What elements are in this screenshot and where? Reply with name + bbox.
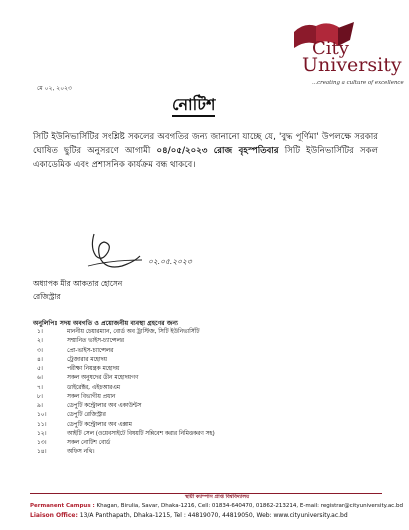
footer-campus-mark: স্থায়ী ক্যাম্পাস প্রাপ্ত বিশ্ববিদ্যালয় (185, 494, 250, 500)
notice-body (33, 130, 378, 172)
copy-to-item-text: ডাইরেক্টর, এইচআরএম (67, 384, 120, 391)
notice-line-1: সিটি ইউনিভার্সিটির সংশ্লিষ্ট সকলের অবগতির জন্য জানানো যাচ্ছে যে, (33, 132, 276, 142)
notice-title: নোটিশ (172, 96, 215, 117)
copy-to-item-text: সম্মানিত ভাইস-চ্যান্সেলর (67, 338, 124, 345)
copy-to-item-text: ডেপুটি কন্ট্রোলার অব এক্সাম (67, 421, 132, 428)
copy-to-item-text: সকল নোটিশ বোর্ড (67, 440, 111, 446)
copy-to-item-number: ১৩। (37, 440, 47, 446)
signature-date: ০২.০৫.২০২৩ (148, 257, 192, 266)
notice-date: মে ০২, ২০২৩ (37, 85, 72, 92)
footer-liaison-office (30, 512, 348, 519)
copy-to-item (37, 337, 215, 346)
copy-to-item-number: ১৪। (37, 449, 47, 456)
copy-to-item-number: ৯। (37, 403, 43, 409)
copy-to-item (37, 411, 215, 420)
notice-line-3: সিটি ইউনিভার্সিটির সকল একাডেমিক (33, 146, 379, 170)
copy-to-item-text: ট্রেজারার মহোদয় (67, 356, 107, 363)
copy-to-item (37, 374, 215, 383)
signature-stroke (82, 226, 202, 276)
copy-to-item-number: ১। (37, 329, 43, 335)
copy-to-item-text: অফিস নথি। (67, 449, 95, 456)
copy-to-item-text: প্রো-ভাইস-চ্যান্সেলর (67, 347, 114, 354)
copy-to-item (37, 365, 215, 374)
liaison-office-text: 13/A Panthapath, Dhaka-1215, Tel : 44819070, 44819050, Web: www.cityuniversity.ac.bd (77, 512, 348, 519)
copy-to-item-text: মাননীয় চেয়ারম্যান, বোর্ড অব ট্রাস্টিজ, সিটি ইউনিভার্সিটি (67, 329, 200, 335)
notice-date-highlight: ০৪/০৫/২০২৩ রোজ বৃহস্পতিবার (156, 146, 279, 156)
copy-to-item-number: ১১। (37, 421, 47, 428)
copy-to-item (37, 356, 215, 365)
copy-to-item (37, 328, 215, 337)
copy-to-item (37, 430, 215, 439)
copy-to-item-text: ডেপুটি কন্ট্রোলার অব একাউন্টস (67, 403, 142, 409)
logo-university-text: University (302, 54, 402, 76)
copy-to-item-text: সকল অনুষদের ডীন মহোদয়গণ (67, 375, 139, 382)
copy-to-item-text: ডেপুটি রেজিস্ট্রার (67, 412, 106, 419)
copy-to-item (37, 421, 215, 430)
notice-line-2: 'বুদ্ধ পূর্ণিমা' উপলক্ষে সরকার ঘোষিত ছুটির অনুসরণে আগামী (33, 132, 379, 156)
copy-to-item (37, 439, 215, 448)
signatory-name: অধ্যাপক মীর আকতার হোসেন (33, 279, 123, 288)
copy-to-item-text: পরীক্ষা নিয়ন্ত্রক মহোদয় (67, 366, 120, 372)
permanent-campus-label: Permanent Campus : (30, 503, 95, 509)
copy-to-item-number: ৩। (37, 347, 43, 354)
copy-to-item (37, 347, 215, 356)
copy-to-item-number: ৮। (37, 393, 43, 400)
logo-tagline: ...creating a culture of excellence (312, 80, 404, 86)
copy-to-item-number: ৪। (37, 356, 43, 363)
copy-to-item-number: ১২। (37, 430, 47, 437)
city-university-logo (268, 18, 404, 86)
copy-to-item-text: সকল বিভাগীয় প্রধান (67, 393, 116, 400)
copy-to-item (37, 448, 215, 457)
copy-to-item-number: ৬। (37, 375, 43, 382)
signature (82, 226, 202, 276)
copy-to-item-number: ৫। (37, 366, 43, 372)
copy-to-item (37, 393, 215, 402)
copy-to-item (37, 384, 215, 393)
notice-line-4: এবং প্রশাসনিক কার্যক্রম বন্ধ থাকবে। (73, 160, 196, 170)
liaison-office-label: Liaison Office: (30, 512, 78, 519)
footer-permanent-campus (30, 503, 403, 509)
copy-to-heading: অনুলিপিঃ সদয় অবগতি ও প্রয়োজনীয় ব্যবস্থা গ্রহণের জন্য (33, 320, 178, 327)
logo-city-text: City (312, 38, 349, 59)
copy-to-item-text: আইটি সেল (ওয়েবসাইটে বিষয়টি সন্নিবেশ করার নিমিত্তকরণ সহ) (67, 430, 215, 437)
copy-to-item-number: ১০। (37, 412, 47, 419)
copy-to-item-number: ৭। (37, 384, 43, 391)
copy-to-list (37, 328, 215, 458)
permanent-campus-text: Khagan, Birulia, Savar, Dhaka-1216, Cell: 01834-640470, 01862-213214, E-mail: registrar@cityuniversity.ac.bd (94, 503, 403, 509)
signatory-title: রেজিস্ট্রার (33, 292, 61, 301)
copy-to-item-number: ২। (37, 338, 43, 345)
copy-to-item (37, 402, 215, 411)
